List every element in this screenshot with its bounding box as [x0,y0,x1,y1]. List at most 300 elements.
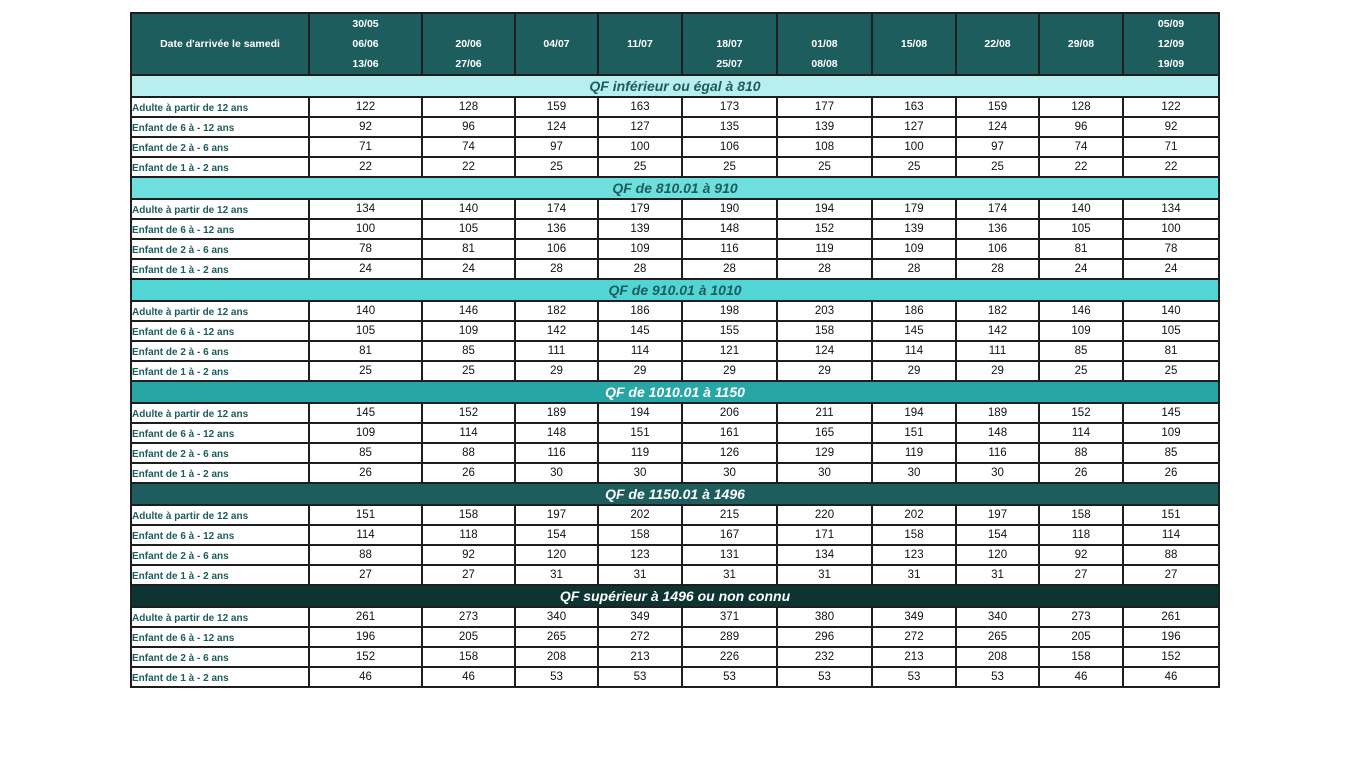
price-cell: 163 [872,97,956,117]
age-category-label: Enfant de 2 à - 6 ans [131,647,309,667]
price-cell: 81 [422,239,515,259]
price-cell: 105 [422,219,515,239]
date-column-header [422,13,515,75]
price-cell: 151 [1123,505,1219,525]
price-cell: 205 [422,627,515,647]
price-cell: 25 [515,157,598,177]
header-row [131,13,1219,75]
price-cell: 31 [777,565,872,585]
price-cell: 111 [956,341,1039,361]
age-category-label: Enfant de 1 à - 2 ans [131,565,309,585]
date-label: 20/06 [455,38,482,50]
price-cell: 114 [1123,525,1219,545]
price-cell: 208 [956,647,1039,667]
price-cell: 211 [777,403,872,423]
price-cell: 145 [872,321,956,341]
price-cell: 109 [598,239,682,259]
price-cell: 28 [777,259,872,279]
price-cell: 165 [777,423,872,443]
table-body [131,75,1219,687]
price-cell: 135 [682,117,777,137]
price-cell: 161 [682,423,777,443]
price-cell: 53 [598,667,682,687]
price-cell: 116 [515,443,598,463]
date-label [873,14,955,34]
price-cell: 29 [598,361,682,381]
price-cell: 349 [598,607,682,627]
age-category-label: Adulte à partir de 12 ans [131,505,309,525]
price-cell: 145 [1123,403,1219,423]
price-cell: 128 [1039,97,1123,117]
price-cell: 213 [872,647,956,667]
price-cell: 197 [956,505,1039,525]
date-label [683,14,776,34]
price-cell: 78 [309,239,422,259]
price-cell: 46 [422,667,515,687]
price-cell: 31 [598,565,682,585]
date-label [778,14,871,34]
table-row [131,219,1219,239]
price-cell: 88 [1123,545,1219,565]
price-cell: 27 [1123,565,1219,585]
table-row [131,301,1219,321]
qf-group-title: QF inférieur ou égal à 810 [131,75,1219,97]
price-cell: 124 [777,341,872,361]
price-cell: 85 [1123,443,1219,463]
price-cell: 154 [956,525,1039,545]
age-category-label: Adulte à partir de 12 ans [131,97,309,117]
tariff-table [130,12,1220,688]
price-cell: 127 [872,117,956,137]
price-cell: 25 [1123,361,1219,381]
price-cell: 100 [309,219,422,239]
date-column-header [309,13,422,75]
qf-group-title: QF de 810.01 à 910 [131,177,1219,199]
price-cell: 159 [956,97,1039,117]
price-cell: 136 [515,219,598,239]
table-row [131,443,1219,463]
price-cell: 25 [309,361,422,381]
price-cell: 46 [309,667,422,687]
price-cell: 340 [515,607,598,627]
qf-group-title: QF de 1150.01 à 1496 [131,483,1219,505]
price-cell: 25 [1039,361,1123,381]
price-cell: 100 [1123,219,1219,239]
date-column-header [1123,13,1219,75]
price-cell: 173 [682,97,777,117]
qf-group-title: QF de 910.01 à 1010 [131,279,1219,301]
price-cell: 88 [1039,443,1123,463]
age-category-label: Enfant de 6 à - 12 ans [131,219,309,239]
date-label: 15/08 [900,38,928,50]
date-label: 04/07 [543,38,570,50]
qf-group-band [131,177,1219,199]
date-label: 27/06 [455,58,482,70]
price-cell: 179 [872,199,956,219]
price-cell: 158 [422,505,515,525]
price-cell: 25 [422,361,515,381]
table-row [131,199,1219,219]
price-cell: 349 [872,607,956,627]
price-cell: 116 [682,239,777,259]
age-category-label: Adulte à partir de 12 ans [131,301,309,321]
price-cell: 28 [872,259,956,279]
price-cell: 108 [777,137,872,157]
price-cell: 120 [515,545,598,565]
price-cell: 22 [1123,157,1219,177]
price-cell: 122 [309,97,422,117]
price-cell: 273 [1039,607,1123,627]
table-row [131,239,1219,259]
age-category-label: Adulte à partir de 12 ans [131,607,309,627]
price-cell: 26 [1039,463,1123,483]
price-cell: 139 [598,219,682,239]
price-cell: 26 [309,463,422,483]
price-cell: 30 [598,463,682,483]
price-cell: 26 [422,463,515,483]
table-row [131,647,1219,667]
table-row [131,423,1219,443]
price-cell: 134 [777,545,872,565]
age-category-label: Enfant de 1 à - 2 ans [131,361,309,381]
price-cell: 53 [515,667,598,687]
price-cell: 371 [682,607,777,627]
price-cell: 25 [777,157,872,177]
price-cell: 202 [598,505,682,525]
age-category-label: Enfant de 1 à - 2 ans [131,157,309,177]
date-label [957,14,1038,34]
price-cell: 25 [598,157,682,177]
table-row [131,545,1219,565]
table-row [131,565,1219,585]
price-cell: 28 [598,259,682,279]
price-cell: 272 [872,627,956,647]
date-label [1040,14,1122,34]
qf-group-band [131,279,1219,301]
price-cell: 145 [598,321,682,341]
price-cell: 96 [422,117,515,137]
date-label: 01/08 [811,38,838,50]
price-cell: 27 [422,565,515,585]
price-cell: 106 [515,239,598,259]
price-cell: 24 [422,259,515,279]
table-row [131,667,1219,687]
price-cell: 174 [956,199,1039,219]
price-cell: 28 [682,259,777,279]
price-cell: 100 [598,137,682,157]
price-cell: 114 [598,341,682,361]
price-cell: 198 [682,301,777,321]
price-cell: 265 [515,627,598,647]
price-cell: 78 [1123,239,1219,259]
price-cell: 30 [956,463,1039,483]
price-cell: 111 [515,341,598,361]
price-cell: 151 [598,423,682,443]
price-cell: 74 [422,137,515,157]
date-column-header [872,13,956,75]
qf-group-band [131,381,1219,403]
price-cell: 154 [515,525,598,545]
price-cell: 71 [1123,137,1219,157]
qf-group-band [131,585,1219,607]
price-cell: 146 [422,301,515,321]
age-category-label: Enfant de 6 à - 12 ans [131,117,309,137]
date-label: 25/07 [716,58,743,70]
price-cell: 272 [598,627,682,647]
age-category-label: Enfant de 2 à - 6 ans [131,341,309,361]
price-cell: 205 [1039,627,1123,647]
date-label [957,54,1038,74]
date-label: 18/07 [716,38,743,50]
price-cell: 109 [309,423,422,443]
qf-group-band [131,75,1219,97]
table-row [131,525,1219,545]
price-cell: 30 [777,463,872,483]
price-cell: 208 [515,647,598,667]
price-cell: 100 [872,137,956,157]
price-cell: 27 [309,565,422,585]
price-cell: 340 [956,607,1039,627]
price-cell: 215 [682,505,777,525]
price-cell: 174 [515,199,598,219]
price-cell: 126 [682,443,777,463]
price-cell: 25 [956,157,1039,177]
table-row [131,157,1219,177]
price-cell: 146 [1039,301,1123,321]
price-cell: 140 [1123,301,1219,321]
price-cell: 152 [1123,647,1219,667]
price-cell: 96 [1039,117,1123,137]
price-cell: 114 [1039,423,1123,443]
date-label [423,14,514,34]
price-cell: 109 [1039,321,1123,341]
price-cell: 31 [682,565,777,585]
price-cell: 106 [682,137,777,157]
table-row [131,607,1219,627]
price-cell: 265 [956,627,1039,647]
price-cell: 139 [777,117,872,137]
price-cell: 155 [682,321,777,341]
table-row [131,321,1219,341]
age-category-label: Enfant de 6 à - 12 ans [131,321,309,341]
date-label [516,14,597,34]
price-cell: 92 [422,545,515,565]
price-cell: 106 [956,239,1039,259]
price-cell: 139 [872,219,956,239]
price-cell: 131 [682,545,777,565]
price-cell: 203 [777,301,872,321]
price-cell: 92 [309,117,422,137]
date-label: 08/08 [811,58,838,70]
price-cell: 140 [422,199,515,219]
price-cell: 128 [422,97,515,117]
price-cell: 24 [309,259,422,279]
price-cell: 190 [682,199,777,219]
table-row [131,97,1219,117]
date-column-header [515,13,598,75]
age-category-label: Adulte à partir de 12 ans [131,403,309,423]
price-cell: 136 [956,219,1039,239]
date-column-header [777,13,872,75]
price-cell: 85 [1039,341,1123,361]
price-cell: 194 [777,199,872,219]
price-cell: 158 [777,321,872,341]
qf-group-title: QF supérieur à 1496 ou non connu [131,585,1219,607]
qf-group-title: QF de 1010.01 à 1150 [131,381,1219,403]
price-cell: 26 [1123,463,1219,483]
date-label [1040,54,1122,74]
price-cell: 140 [309,301,422,321]
table-row [131,117,1219,137]
age-category-label: Enfant de 1 à - 2 ans [131,259,309,279]
price-cell: 273 [422,607,515,627]
price-cell: 142 [956,321,1039,341]
age-category-label: Enfant de 2 à - 6 ans [131,443,309,463]
price-cell: 121 [682,341,777,361]
table-row [131,259,1219,279]
date-label: 19/09 [1157,58,1185,70]
price-cell: 105 [1123,321,1219,341]
price-cell: 118 [422,525,515,545]
price-cell: 109 [1123,423,1219,443]
price-cell: 31 [956,565,1039,585]
price-cell: 158 [1039,647,1123,667]
price-cell: 118 [1039,525,1123,545]
price-cell: 151 [309,505,422,525]
price-cell: 158 [872,525,956,545]
date-label: 22/08 [984,38,1011,50]
price-cell: 142 [515,321,598,341]
price-cell: 167 [682,525,777,545]
price-cell: 124 [515,117,598,137]
table-row [131,341,1219,361]
price-cell: 226 [682,647,777,667]
price-cell: 46 [1123,667,1219,687]
table-row [131,463,1219,483]
price-cell: 29 [956,361,1039,381]
price-cell: 29 [872,361,956,381]
price-cell: 74 [1039,137,1123,157]
age-category-label: Enfant de 6 à - 12 ans [131,423,309,443]
price-cell: 206 [682,403,777,423]
price-cell: 53 [777,667,872,687]
price-cell: 46 [1039,667,1123,687]
date-label [599,54,681,74]
age-category-label: Enfant de 1 à - 2 ans [131,667,309,687]
price-cell: 29 [515,361,598,381]
price-cell: 29 [777,361,872,381]
price-cell: 179 [598,199,682,219]
price-cell: 186 [598,301,682,321]
price-cell: 109 [872,239,956,259]
price-cell: 152 [309,647,422,667]
price-cell: 53 [872,667,956,687]
price-cell: 129 [777,443,872,463]
price-cell: 30 [515,463,598,483]
price-cell: 30 [872,463,956,483]
price-cell: 109 [422,321,515,341]
price-cell: 171 [777,525,872,545]
date-label: 11/07 [627,38,653,50]
date-column-header [598,13,682,75]
age-category-label: Enfant de 2 à - 6 ans [131,239,309,259]
price-cell: 152 [1039,403,1123,423]
age-category-label: Enfant de 1 à - 2 ans [131,463,309,483]
price-cell: 148 [956,423,1039,443]
price-cell: 127 [598,117,682,137]
price-cell: 124 [956,117,1039,137]
price-cell: 105 [1039,219,1123,239]
price-cell: 81 [1039,239,1123,259]
price-cell: 220 [777,505,872,525]
price-cell: 197 [515,505,598,525]
price-cell: 29 [682,361,777,381]
date-label [599,14,681,34]
price-cell: 97 [515,137,598,157]
price-cell: 25 [682,157,777,177]
price-cell: 81 [1123,341,1219,361]
price-cell: 97 [956,137,1039,157]
date-column-header [1039,13,1123,75]
table-row [131,505,1219,525]
date-label: 06/06 [352,38,379,50]
price-cell: 213 [598,647,682,667]
price-cell: 114 [309,525,422,545]
price-cell: 71 [309,137,422,157]
qf-group-band [131,483,1219,505]
table-row [131,403,1219,423]
price-cell: 148 [515,423,598,443]
price-cell: 159 [515,97,598,117]
date-label [516,54,597,74]
price-cell: 123 [598,545,682,565]
price-cell: 152 [777,219,872,239]
price-cell: 148 [682,219,777,239]
age-category-label: Enfant de 6 à - 12 ans [131,525,309,545]
price-cell: 152 [422,403,515,423]
price-cell: 31 [872,565,956,585]
price-cell: 261 [1123,607,1219,627]
price-cell: 53 [956,667,1039,687]
table-row [131,361,1219,381]
price-cell: 158 [422,647,515,667]
price-cell: 105 [309,321,422,341]
price-cell: 134 [1123,199,1219,219]
price-cell: 24 [1039,259,1123,279]
price-cell: 158 [1039,505,1123,525]
price-cell: 289 [682,627,777,647]
price-cell: 88 [309,545,422,565]
price-cell: 88 [422,443,515,463]
price-cell: 25 [872,157,956,177]
price-cell: 182 [515,301,598,321]
price-cell: 134 [309,199,422,219]
price-cell: 24 [1123,259,1219,279]
date-label: 29/08 [1067,38,1095,50]
price-cell: 114 [872,341,956,361]
date-label [873,54,955,74]
price-cell: 151 [872,423,956,443]
price-cell: 116 [956,443,1039,463]
price-cell: 120 [956,545,1039,565]
price-cell: 27 [1039,565,1123,585]
price-cell: 114 [422,423,515,443]
age-category-label: Enfant de 6 à - 12 ans [131,627,309,647]
price-cell: 145 [309,403,422,423]
date-label: 05/09 [1157,18,1185,30]
age-category-label: Adulte à partir de 12 ans [131,199,309,219]
age-category-label: Enfant de 2 à - 6 ans [131,137,309,157]
